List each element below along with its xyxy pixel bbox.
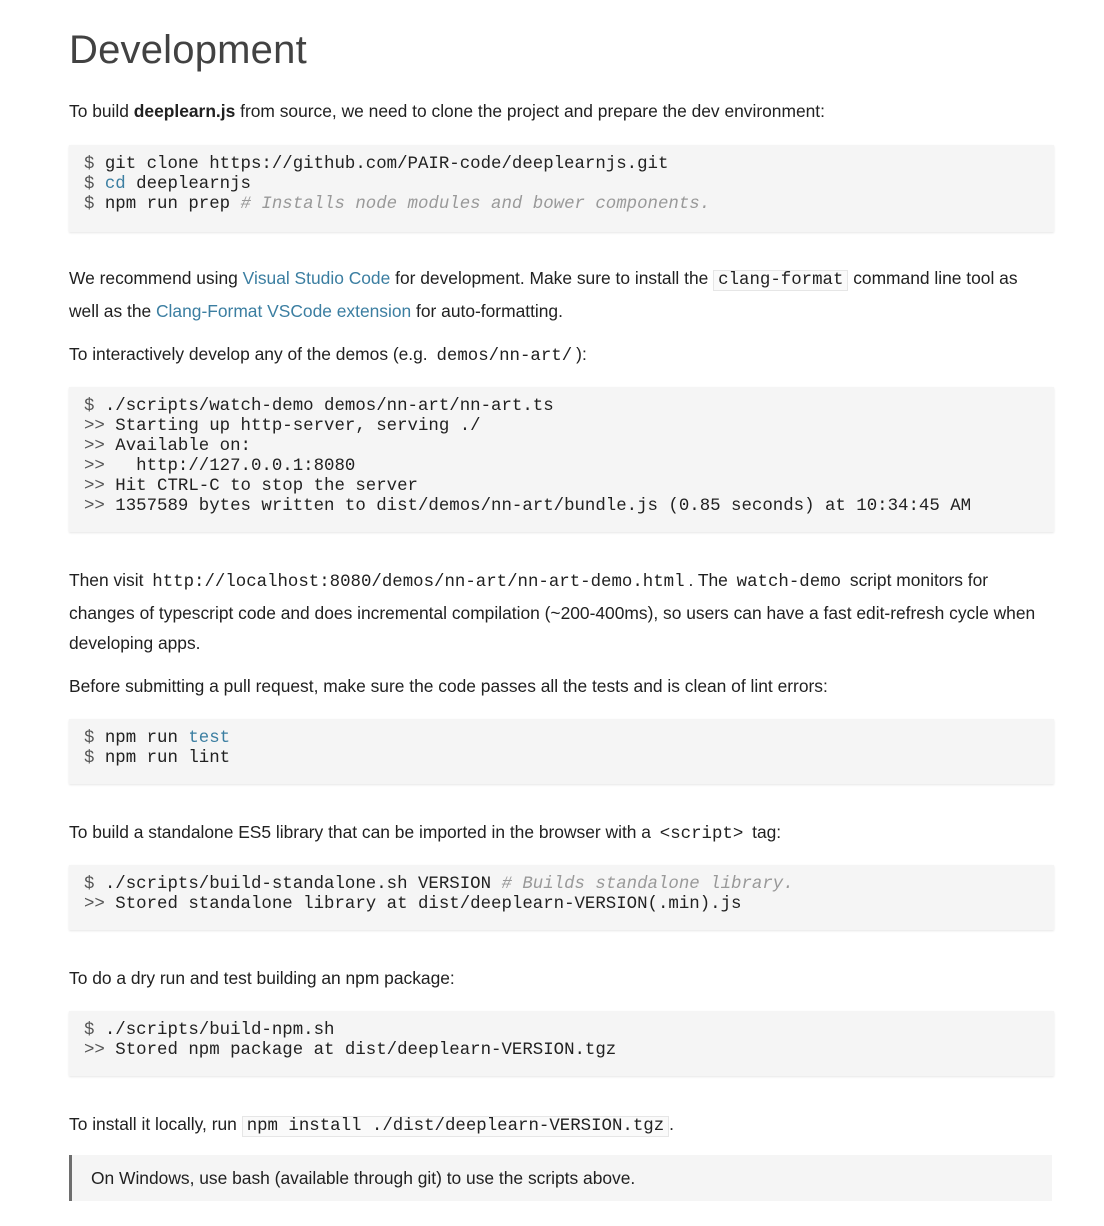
code-line <box>84 417 1039 437</box>
install-text: . <box>669 1114 674 1134</box>
visit-text: script monitors for changes of typescript code and does incremental compilation (~200-400ms), so users can have a fast edit-refresh cycle when developing apps. <box>69 570 1036 653</box>
code-prompt: $ <box>84 155 95 174</box>
recommend-text: for development. Make sure to install the <box>390 268 714 288</box>
standalone-text: tag: <box>747 822 782 842</box>
code-line <box>84 437 1039 457</box>
code-line <box>84 175 1039 195</box>
code-line <box>84 195 1039 215</box>
code-line <box>84 457 1039 477</box>
demos-path-code: demos/nn-art/ <box>436 347 573 366</box>
code-line <box>84 155 1039 175</box>
code-block-npm <box>69 1011 1054 1076</box>
standalone-text: To build a standalone ES5 library that can be imported in the browser with a <box>69 822 656 842</box>
interactive-paragraph <box>69 339 1044 372</box>
recommend-paragraph <box>69 263 1044 326</box>
code-prompt: >> <box>84 457 105 476</box>
code-output: Starting up http-server, serving ./ <box>104 417 481 436</box>
code-line <box>84 875 1039 895</box>
interactive-text: ): <box>576 344 587 364</box>
code-prompt: >> <box>84 497 105 516</box>
code-output: Stored npm package at dist/deeplearn-VERSION.tgz <box>104 1041 617 1060</box>
recommend-text: command line tool as well as the <box>69 268 1018 321</box>
code-comment: # Installs node modules and bower components. <box>240 195 711 214</box>
code-output: Available on: <box>104 437 251 456</box>
intro-paragraph <box>69 96 1044 126</box>
code-block-standalone <box>69 865 1054 930</box>
code-output: 1357589 bytes written to dist/demos/nn-art/bundle.js (0.85 seconds) at 10:34:45 AM <box>104 497 972 516</box>
intro-text: To build <box>69 101 134 121</box>
code-prompt: >> <box>84 477 105 496</box>
demo-url-code: http://localhost:8080/demos/nn-art/nn-art-demo.html <box>152 573 685 592</box>
visit-paragraph <box>69 565 1044 658</box>
code-prompt: >> <box>84 1041 105 1060</box>
recommend-text: for auto-formatting. <box>411 301 563 321</box>
code-line <box>84 477 1039 497</box>
code-command: npm run prep <box>94 195 241 214</box>
dry-run-paragraph: To do a dry run and test building an npm package: <box>69 968 455 988</box>
code-line <box>84 749 1039 769</box>
visual-studio-code-link[interactable]: Visual Studio Code <box>242 268 391 288</box>
code-prompt: $ <box>84 875 95 894</box>
code-command: npm run <box>94 729 189 748</box>
code-line <box>84 497 1039 517</box>
code-block-watch-demo <box>69 387 1054 532</box>
code-comment: # Builds standalone library. <box>501 875 794 894</box>
code-line <box>84 397 1039 417</box>
clang-format-code: clang-format <box>713 270 848 291</box>
code-prompt: $ <box>84 729 95 748</box>
npm-install-code: npm install ./dist/deeplearn-VERSION.tgz <box>242 1116 669 1137</box>
visit-text: . The <box>688 570 733 590</box>
watch-demo-code: watch-demo <box>736 573 842 592</box>
interactive-text: To interactively develop any of the demos (e.g. <box>69 344 433 364</box>
code-command: git clone https://github.com/PAIR-code/deeplearnjs.git <box>94 155 669 174</box>
intro-text-rest: from source, we need to clone the project and prepare the dev environment: <box>235 101 825 121</box>
code-prompt: >> <box>84 437 105 456</box>
code-prompt: $ <box>84 749 95 768</box>
code-command: ./scripts/build-standalone.sh VERSION <box>94 875 502 894</box>
code-line <box>84 1021 1039 1041</box>
code-output: http://127.0.0.1:8080 <box>104 457 356 476</box>
code-block-tests <box>69 719 1054 784</box>
code-keyword: test <box>188 729 231 748</box>
windows-note-blockquote: On Windows, use bash (available through git) to use the scripts above. <box>69 1155 1052 1201</box>
code-block-clone <box>69 145 1054 232</box>
code-prompt: $ <box>84 397 95 416</box>
code-command: ./scripts/watch-demo demos/nn-art/nn-art.ts <box>94 397 554 416</box>
code-output: Stored standalone library at dist/deeplearn-VERSION(.min).js <box>104 895 742 914</box>
code-prompt: $ <box>84 175 95 194</box>
code-output: Hit CTRL-C to stop the server <box>104 477 418 496</box>
page-title: Development <box>69 28 307 72</box>
script-tag-code: <script> <box>659 825 744 844</box>
code-keyword: cd <box>104 175 126 194</box>
code-line <box>84 729 1039 749</box>
standalone-paragraph <box>69 817 1044 850</box>
recommend-text: We recommend using <box>69 268 243 288</box>
code-prompt: $ <box>84 195 95 214</box>
clang-format-extension-link[interactable]: Clang-Format VSCode extension <box>156 301 412 321</box>
code-prompt: $ <box>84 1021 95 1040</box>
intro-project-name: deeplearn.js <box>133 101 236 121</box>
code-line <box>84 1041 1039 1061</box>
visit-text: Then visit <box>69 570 149 590</box>
code-line <box>84 895 1039 915</box>
code-prompt: >> <box>84 895 105 914</box>
code-command: npm run lint <box>94 749 231 768</box>
install-paragraph <box>69 1109 1044 1142</box>
code-command: deeplearnjs <box>125 175 251 194</box>
install-text: To install it locally, run <box>69 1114 242 1134</box>
code-command: ./scripts/build-npm.sh <box>94 1021 335 1040</box>
code-prompt: >> <box>84 417 105 436</box>
before-submit-paragraph: Before submitting a pull request, make sure the code passes all the tests and is clean of lint errors: <box>69 676 828 696</box>
